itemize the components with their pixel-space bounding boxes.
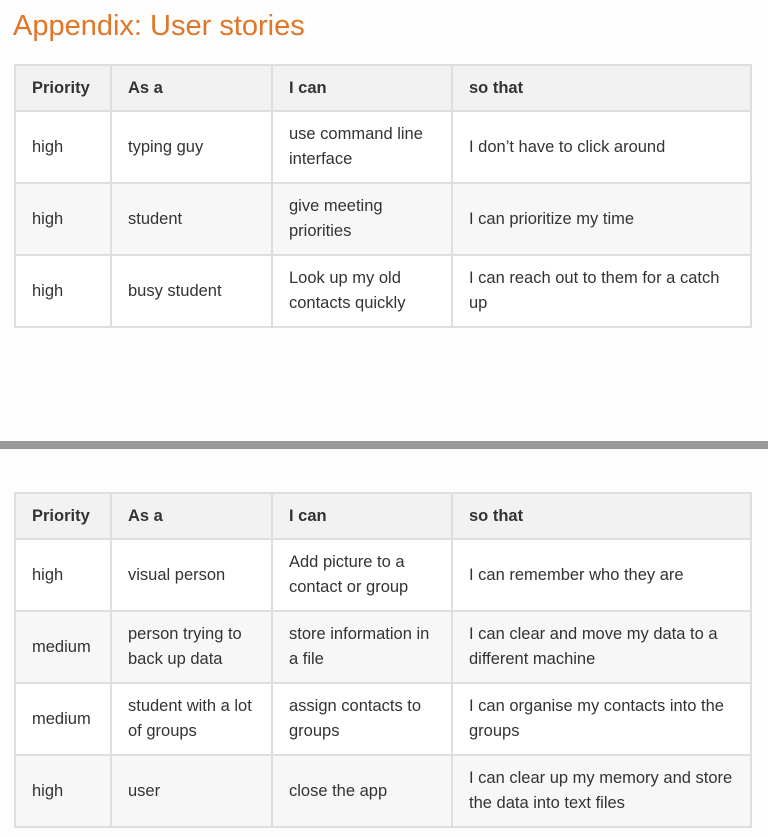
cell-i-can: assign contacts to groups xyxy=(272,683,452,755)
header-so-that: so that xyxy=(452,65,751,111)
cell-i-can: Add picture to a contact or group xyxy=(272,539,452,611)
header-i-can: I can xyxy=(272,493,452,539)
cell-so-that: I can clear and move my data to a different machine xyxy=(452,611,751,683)
cell-priority: high xyxy=(15,755,111,827)
table-row xyxy=(15,683,751,755)
cell-i-can: store information in a file xyxy=(272,611,452,683)
cell-as-a: user xyxy=(111,755,272,827)
cell-as-a: student with a lot of groups xyxy=(111,683,272,755)
header-so-that: so that xyxy=(452,493,751,539)
table-row xyxy=(15,183,751,255)
cell-i-can: use command line interface xyxy=(272,111,452,183)
cell-priority: high xyxy=(15,183,111,255)
cell-i-can: close the app xyxy=(272,755,452,827)
header-priority: Priority xyxy=(15,65,111,111)
cell-as-a: visual person xyxy=(111,539,272,611)
cell-so-that: I can prioritize my time xyxy=(452,183,751,255)
user-stories-table-2 xyxy=(14,492,752,828)
table-row xyxy=(15,255,751,327)
cell-priority: medium xyxy=(15,683,111,755)
table-row xyxy=(15,539,751,611)
page-title: Appendix: User stories xyxy=(13,10,305,42)
table-header-row xyxy=(15,65,751,111)
cell-as-a: person trying to back up data xyxy=(111,611,272,683)
cell-so-that: I don’t have to click around xyxy=(452,111,751,183)
header-i-can: I can xyxy=(272,65,452,111)
cell-priority: high xyxy=(15,255,111,327)
slide-bottom xyxy=(0,449,768,837)
user-stories-table-1 xyxy=(14,64,752,328)
table-row xyxy=(15,111,751,183)
table-row xyxy=(15,611,751,683)
cell-so-that: I can reach out to them for a catch up xyxy=(452,255,751,327)
cell-i-can: Look up my old contacts quickly xyxy=(272,255,452,327)
header-as-a: As a xyxy=(111,65,272,111)
slide-divider xyxy=(0,441,768,449)
cell-i-can: give meeting priorities xyxy=(272,183,452,255)
header-as-a: As a xyxy=(111,493,272,539)
cell-priority: medium xyxy=(15,611,111,683)
table-row xyxy=(15,755,751,827)
cell-priority: high xyxy=(15,111,111,183)
cell-priority: high xyxy=(15,539,111,611)
cell-so-that: I can organise my contacts into the groups xyxy=(452,683,751,755)
header-priority: Priority xyxy=(15,493,111,539)
cell-as-a: busy student xyxy=(111,255,272,327)
cell-as-a: student xyxy=(111,183,272,255)
cell-so-that: I can remember who they are xyxy=(452,539,751,611)
cell-so-that: I can clear up my memory and store the data into text files xyxy=(452,755,751,827)
cell-as-a: typing guy xyxy=(111,111,272,183)
table-header-row xyxy=(15,493,751,539)
